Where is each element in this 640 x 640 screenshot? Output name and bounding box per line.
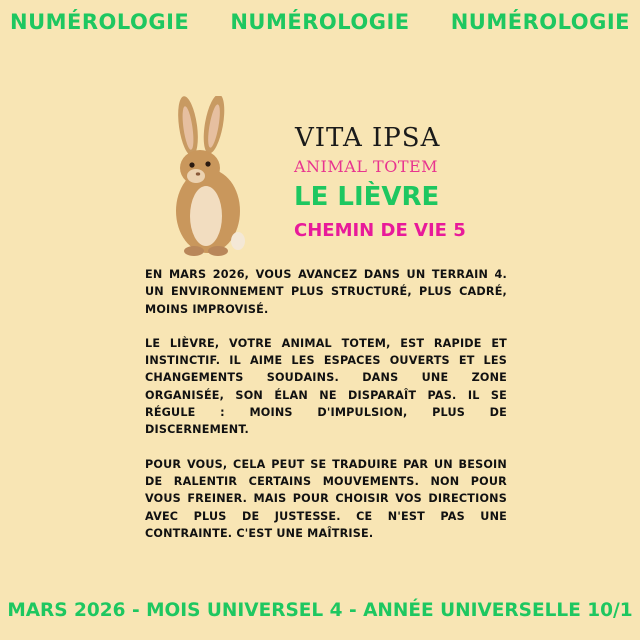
- banner-label: NUMÉROLOGIE: [230, 10, 410, 34]
- brand-title: VITA IPSA: [295, 123, 441, 153]
- hare-icon: [158, 96, 258, 258]
- paragraph: POUR VOUS, CELA PEUT SE TRADUIRE PAR UN BESOIN DE RALENTIR CERTAINS MOUVEMENTS. NON POUR VOUS FREINER. MAIS POUR CHOISIR VOS DIRECTIONS AVEC PLUS DE JUSTESSE. CE N'EST PAS UNE CONTRAINTE. C'EST UNE MAÎTRISE.: [145, 457, 507, 540]
- body-text: [145, 266, 507, 559]
- top-banner: [0, 10, 640, 34]
- banner-label: NUMÉROLOGIE: [10, 10, 190, 34]
- footer: MARS 2026 - MOIS UNIVERSEL 4 - ANNÉE UNIVERSELLE 10/1: [7, 600, 633, 621]
- paragraph: LE LIÈVRE, VOTRE ANIMAL TOTEM, EST RAPIDE ET INSTINCTIF. IL AIME LES ESPACES OUVERTS ET LES CHANGEMENTS SOUDAINS. DANS UNE ZONE ORGANISÉE, SON ÉLAN NE DISPARAÎT PAS. IL SE RÉGULE : MOINS D'IMPULSION, PLUS DE DISCERNEMENT.: [145, 336, 507, 437]
- banner-label: NUMÉROLOGIE: [450, 10, 630, 34]
- subtitle: ANIMAL TOTEM: [294, 157, 439, 176]
- animal-name: LE LIÈVRE: [294, 182, 440, 212]
- life-path: CHEMIN DE VIE 5: [294, 220, 466, 241]
- paragraph: EN MARS 2026, VOUS AVANCEZ DANS UN TERRAIN 4. UN ENVIRONNEMENT PLUS STRUCTURÉ, PLUS CADRÉ, MOINS IMPROVISÉ.: [145, 268, 507, 316]
